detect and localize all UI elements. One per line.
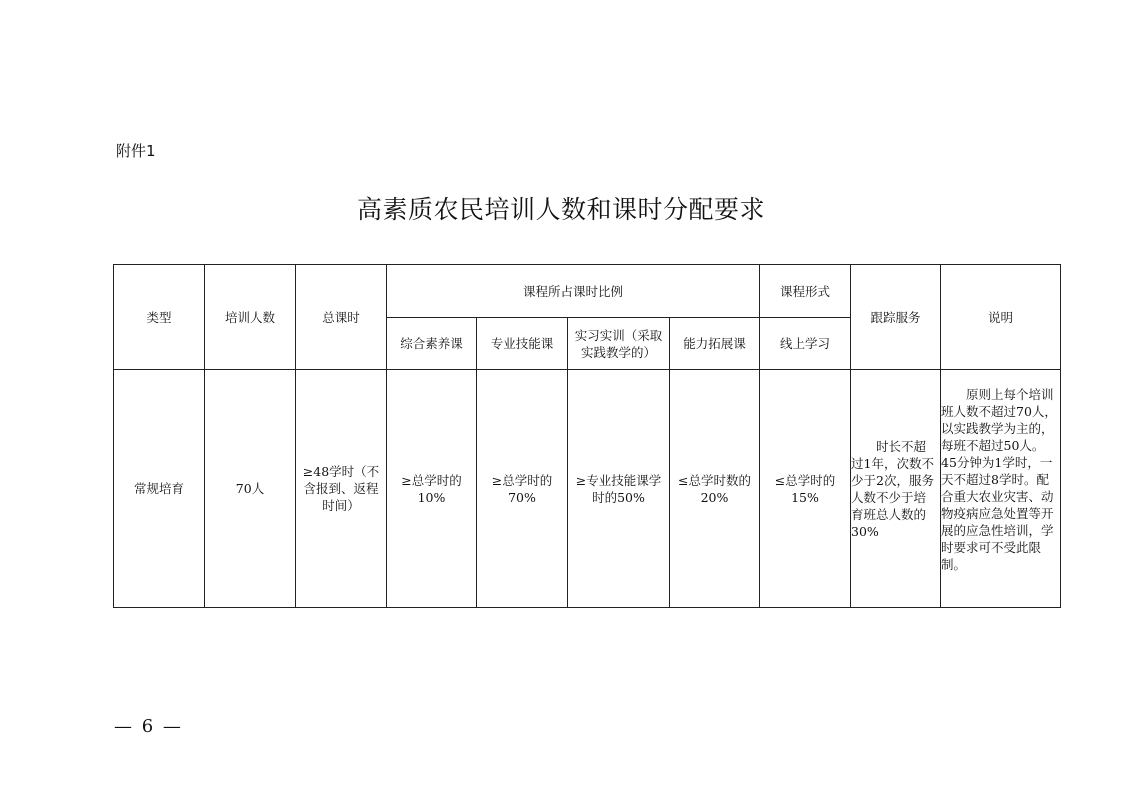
header-professional-course: 专业技能课 <box>477 318 568 370</box>
header-practice-course: 实习实训（采取实践教学的） <box>568 318 670 370</box>
table-header-row <box>114 265 1061 318</box>
cell-tracking-service: 时长不超过1年，次数不少于2次，服务人数不少于培育班总人数的30% <box>851 370 941 608</box>
cell-total-hours: ≥48学时（不含报到、返程时间） <box>296 370 387 608</box>
cell-online-ratio: ≤总学时的15% <box>760 370 851 608</box>
header-type: 类型 <box>114 265 205 370</box>
header-course-ratio: 课程所占课时比例 <box>387 265 760 318</box>
cell-trainees: 70人 <box>205 370 296 608</box>
header-online-learning: 线上学习 <box>760 318 851 370</box>
header-trainees: 培训人数 <box>205 265 296 370</box>
attachment-label: 附件1 <box>116 142 156 160</box>
cell-notes: 原则上每个培训班人数不超过70人，以实践教学为主的，每班不超过50人。45分钟为1学时，一天不超过8学时。配合重大农业灾害、动物疫病应急处置等开展的应急性培训，学时要求可不受此限制。 <box>941 370 1061 608</box>
header-expansion-course: 能力拓展课 <box>670 318 760 370</box>
cell-general-ratio: ≥总学时的10% <box>387 370 477 608</box>
header-course-form: 课程形式 <box>760 265 851 318</box>
allocation-table <box>113 264 1061 608</box>
cell-practice-ratio: ≥专业技能课学时的50% <box>568 370 670 608</box>
document-title: 高素质农民培训人数和课时分配要求 <box>356 195 765 224</box>
header-notes: 说明 <box>941 265 1061 370</box>
page-number: — 6 — <box>114 716 183 737</box>
header-total-hours: 总课时 <box>296 265 387 370</box>
header-general-course: 综合素养课 <box>387 318 477 370</box>
cell-professional-ratio: ≥总学时的70% <box>477 370 568 608</box>
cell-type: 常规培育 <box>114 370 205 608</box>
table-row <box>114 370 1061 608</box>
header-tracking-service: 跟踪服务 <box>851 265 941 370</box>
cell-expansion-ratio: ≤总学时数的20% <box>670 370 760 608</box>
